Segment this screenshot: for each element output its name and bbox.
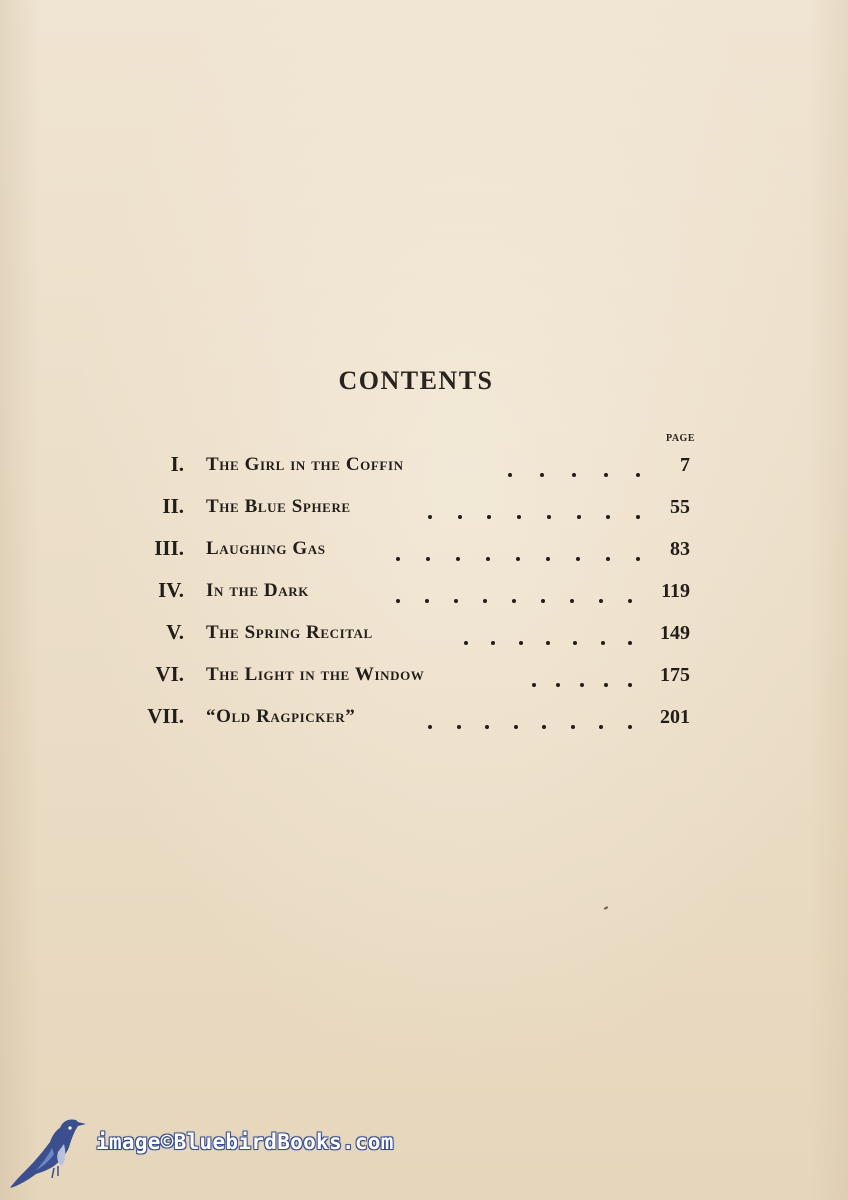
chapter-numeral: VII. bbox=[147, 704, 184, 728]
chapter-numeral: I. bbox=[170, 452, 184, 476]
chapter-page-number: 83 bbox=[670, 538, 690, 560]
chapter-title: The Spring Recital bbox=[206, 622, 373, 643]
chapter-title: “Old Ragpicker” bbox=[206, 706, 356, 727]
page-title: CONTENTS bbox=[338, 366, 494, 395]
dot-leaders bbox=[428, 704, 632, 734]
page-column-label: PAGE bbox=[665, 433, 695, 444]
toc-row bbox=[0, 704, 848, 734]
toc-row bbox=[0, 494, 848, 524]
chapter-page-number: 175 bbox=[660, 664, 690, 686]
chapter-title: Laughing Gas bbox=[206, 538, 326, 559]
bluebird-icon bbox=[6, 1108, 96, 1198]
dot-leaders bbox=[428, 494, 640, 524]
chapter-page-number: 149 bbox=[660, 622, 690, 644]
paper-speck bbox=[604, 906, 608, 910]
toc-row bbox=[0, 536, 848, 566]
toc-row bbox=[0, 452, 848, 482]
chapter-numeral: IV. bbox=[158, 578, 184, 602]
chapter-page-number: 55 bbox=[670, 496, 690, 518]
dot-leaders bbox=[532, 662, 632, 692]
chapter-page-number: 119 bbox=[661, 580, 690, 602]
watermark bbox=[6, 1108, 466, 1198]
watermark-text: image©BluebirdBooks.com bbox=[96, 1130, 394, 1154]
chapter-numeral: II. bbox=[162, 494, 184, 518]
dot-leaders bbox=[508, 452, 640, 482]
chapter-title: In the Dark bbox=[206, 580, 309, 601]
chapter-title: The Light in the Window bbox=[206, 664, 425, 685]
chapter-page-number: 7 bbox=[680, 454, 690, 476]
dot-leaders bbox=[396, 536, 640, 566]
chapter-page-number: 201 bbox=[660, 706, 690, 728]
chapter-numeral: VI. bbox=[155, 662, 184, 686]
chapter-title: The Girl in the Coffin bbox=[206, 454, 404, 475]
chapter-title: The Blue Sphere bbox=[206, 496, 351, 517]
dot-leaders bbox=[464, 620, 632, 650]
dot-leaders bbox=[396, 578, 632, 608]
toc-row bbox=[0, 620, 848, 650]
chapter-numeral: V. bbox=[166, 620, 184, 644]
chapter-numeral: III. bbox=[154, 536, 184, 560]
toc-row bbox=[0, 578, 848, 608]
toc-row bbox=[0, 662, 848, 692]
